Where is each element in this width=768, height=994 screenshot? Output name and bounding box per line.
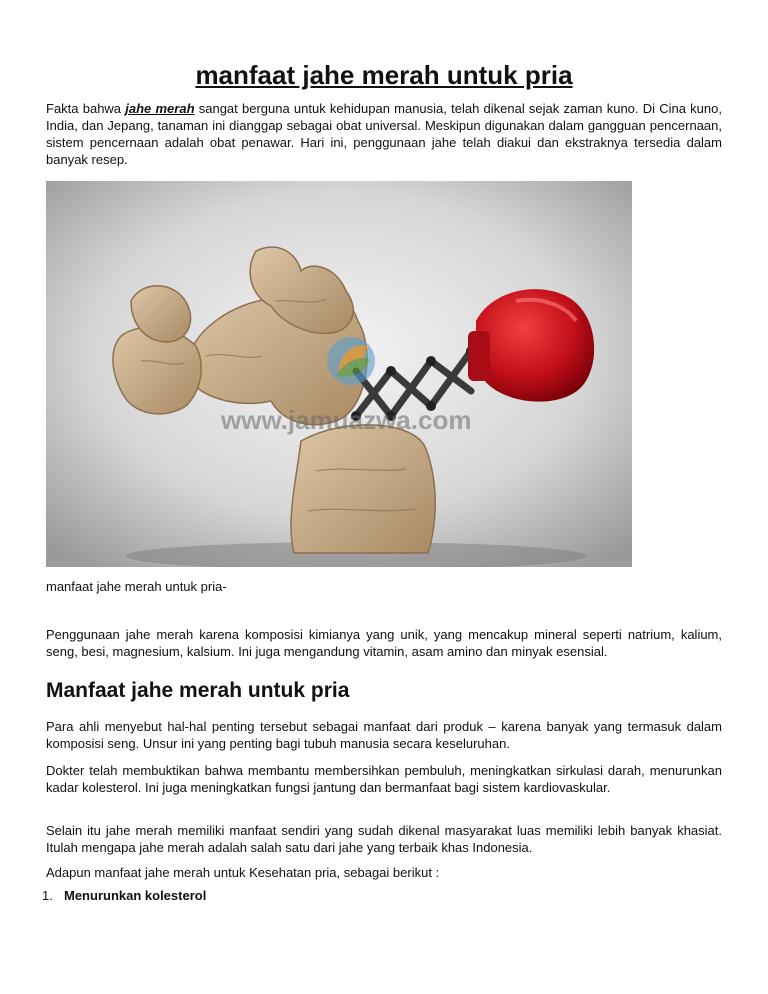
composition-paragraph: Penggunaan jahe merah karena komposisi kimianya yang unik, yang mencakup mineral seperti natrium, kalium, seng, besi, magnesium, kalsium. Ini juga mengandung vitamin, asam amino dan minyak esensial.: [46, 627, 722, 659]
list-item-label: Menurunkan kolesterol: [64, 888, 207, 903]
intro-paragraph: [46, 100, 722, 168]
image-caption: manfaat jahe merah untuk pria-: [46, 579, 227, 594]
list-item: [42, 888, 206, 903]
section-paragraph-3: Selain itu jahe merah memiliki manfaat sendiri yang sudah dikenal masyarakat luas memiliki lebih banyak khasiat. Itulah mengapa jahe merah adalah salah satu dari jahe yang terbaik khas Indonesia.: [46, 823, 722, 855]
intro-text-start: Fakta bahwa: [46, 101, 126, 116]
page-title: manfaat jahe merah untuk pria: [195, 60, 573, 90]
keyword-link-jahe-merah[interactable]: jahe merah: [125, 101, 195, 116]
section-heading: Manfaat jahe merah untuk pria: [46, 679, 350, 702]
watermark-text: www.jamuazwa.com: [221, 405, 472, 435]
section-paragraph-4: Adapun manfaat jahe merah untuk Kesehatan pria, sebagai berikut :: [46, 865, 440, 880]
section-paragraph-2: Dokter telah membuktikan bahwa membantu membersihkan pembuluh, meningkatkan sirkulasi darah, menurunkan kadar kolesterol. Ini juga meningkatkan fungsi jantung dan bermanfaat bagi sistem kardiovaskular.: [46, 763, 722, 795]
list-item-number: 1.: [42, 888, 53, 903]
intro-text-rest: sangat berguna untuk kehidupan manusia, telah dikenal sejak zaman kuno. Di Cina kuno, India, dan Jepang, tanaman ini dianggap sebagai obat universal. Meskipun digunakan dalam gangguan pencernaan, sistem pencernaan adalah obat penawar. Hari ini, penggunaan jahe telah diakui dan ekstraknya tersedia dalam banyak resep.: [46, 101, 722, 167]
ginger-boxing-photo: [46, 181, 632, 567]
section-paragraph-1: Para ahli menyebut hal-hal penting tersebut sebagai manfaat dari produk – karena banyak yang termasuk dalam komposisi seng. Unsur ini yang penting bagi tubuh manusia secara keseluruhan.: [46, 719, 722, 751]
watermark-leaf-logo: [327, 337, 375, 385]
